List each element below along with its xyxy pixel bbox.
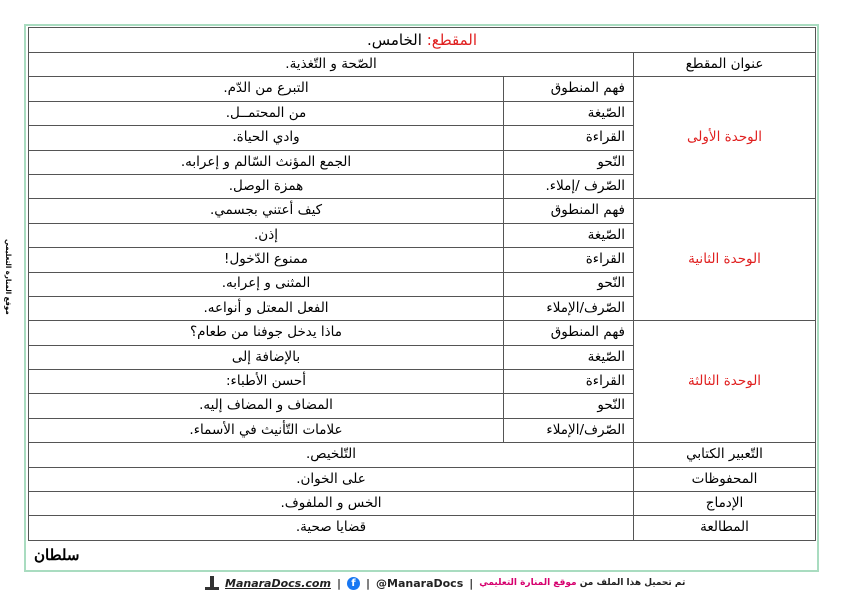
footer-credit-brand[interactable]: موقع المنارة التعليمي xyxy=(479,578,577,588)
table-row xyxy=(29,199,816,223)
section-title-label: عنوان المقطع xyxy=(634,53,816,77)
activity-cell: النّحو xyxy=(504,272,634,296)
manara-logo-icon xyxy=(205,576,219,590)
footer-handle[interactable]: @ManaraDocs xyxy=(376,576,464,590)
content-cell: بالإضافة إلى xyxy=(29,345,504,369)
table-row xyxy=(29,321,816,345)
activity-cell: القراءة xyxy=(504,248,634,272)
content-cell: ماذا يدخل جوفنا من طعام؟ xyxy=(29,321,504,345)
content-cell: من المحتمــل. xyxy=(29,101,504,125)
section-title-row xyxy=(29,53,816,77)
table-row xyxy=(29,77,816,101)
content-cell: التبرع من الدّم. xyxy=(29,77,504,101)
table-row xyxy=(29,467,816,491)
table-row xyxy=(29,492,816,516)
extra-label: المطالعة xyxy=(634,516,816,540)
activity-cell: النّحو xyxy=(504,394,634,418)
facebook-icon[interactable]: f xyxy=(347,577,360,590)
content-cell: المضاف و المضاف إليه. xyxy=(29,394,504,418)
extra-value: على الخوان. xyxy=(29,467,634,491)
extra-label: الإدماج xyxy=(634,492,816,516)
content-cell: وادي الحياة. xyxy=(29,126,504,150)
signature: سلطان xyxy=(34,546,80,564)
activity-cell: فهم المنطوق xyxy=(504,199,634,223)
activity-cell: النّحو xyxy=(504,150,634,174)
activity-cell: الصّرف /إملاء. xyxy=(504,174,634,198)
side-watermark: موقع المنارة التعليمي xyxy=(4,239,12,315)
unit-name: الوحدة الثانية xyxy=(634,199,816,321)
activity-cell: فهم المنطوق xyxy=(504,321,634,345)
content-cell: المثنى و إعرابه. xyxy=(29,272,504,296)
footer-separator: | xyxy=(469,576,474,590)
activity-cell: الصّرف/الإملاء xyxy=(504,418,634,442)
content-cell: علامات التّأنيث في الأسماء. xyxy=(29,418,504,442)
table-row xyxy=(29,516,816,540)
header-cell xyxy=(29,28,816,53)
footer-separator: | xyxy=(365,576,371,590)
header-value: الخامس. xyxy=(366,30,422,49)
section-title-value: الصّحة و التّغذية. xyxy=(29,53,634,77)
content-cell: الجمع المؤنث السّالم و إعرابه. xyxy=(29,150,504,174)
footer-credit xyxy=(479,578,685,588)
lesson-plan-table xyxy=(28,27,816,541)
footer xyxy=(205,574,685,592)
activity-cell: الصّيغة xyxy=(504,345,634,369)
activity-cell: فهم المنطوق xyxy=(504,77,634,101)
header-row xyxy=(29,28,816,53)
extra-label: التّعبير الكتابي xyxy=(634,443,816,467)
extra-value: التّلخيص. xyxy=(29,443,634,467)
activity-cell: الصّيغة xyxy=(504,223,634,247)
footer-separator: | xyxy=(336,576,341,590)
extra-value: الخس و الملفوف. xyxy=(29,492,634,516)
footer-site-link[interactable]: ManaraDocs.com xyxy=(225,576,331,590)
extra-value: قضايا صحية. xyxy=(29,516,634,540)
activity-cell: القراءة xyxy=(504,370,634,394)
footer-credit-prefix: تم تحميل هذا الملف من xyxy=(579,578,686,588)
activity-cell: الصّرف/الإملاء xyxy=(504,296,634,320)
header-label: المقطع: xyxy=(426,30,478,49)
unit-name: الوحدة الأولى xyxy=(634,77,816,199)
content-cell: ممنوع الدّخول! xyxy=(29,248,504,272)
activity-cell: القراءة xyxy=(504,126,634,150)
content-cell: الفعل المعتل و أنواعه. xyxy=(29,296,504,320)
content-cell: إذن. xyxy=(29,223,504,247)
extra-label: المحفوظات xyxy=(634,467,816,491)
content-cell: همزة الوصل. xyxy=(29,174,504,198)
content-cell: كيف أعتني بجسمي. xyxy=(29,199,504,223)
table-row xyxy=(29,443,816,467)
activity-cell: الصّيغة xyxy=(504,101,634,125)
unit-name: الوحدة الثالثة xyxy=(634,321,816,443)
content-cell: أحسن الأطباء: xyxy=(29,370,504,394)
